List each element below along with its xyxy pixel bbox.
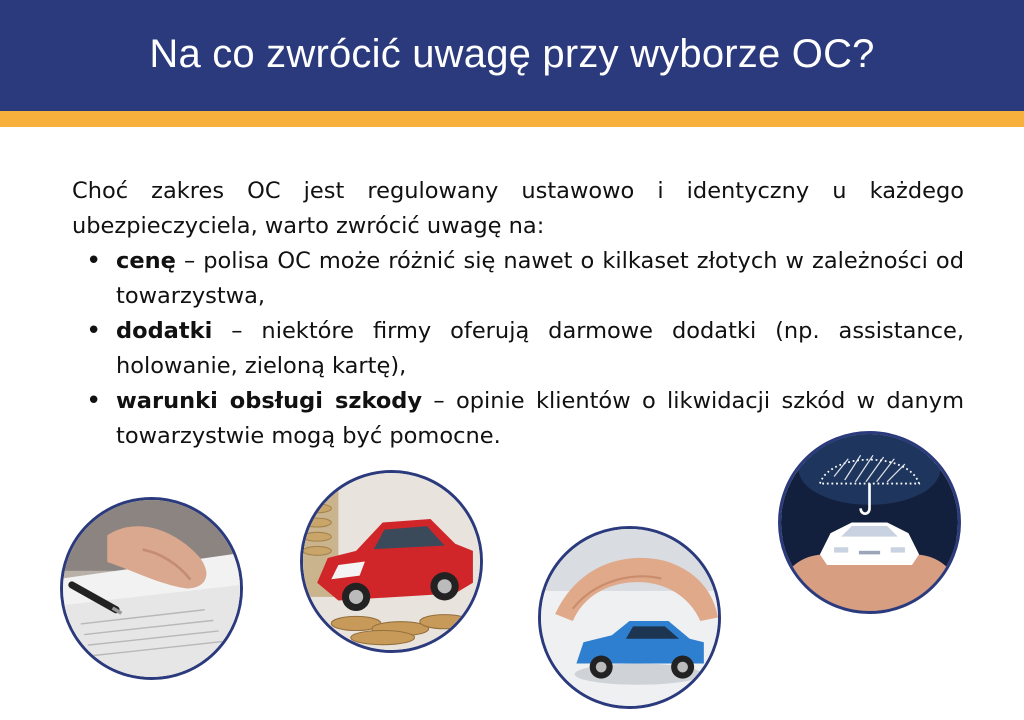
hands-protecting-blue-car-photo bbox=[538, 526, 721, 709]
slide-title: Na co zwrócić uwagę przy wyborze OC? bbox=[149, 32, 875, 76]
bullet-term: warunki obsługi szkody bbox=[116, 388, 423, 414]
bullet-text: – opinie klientów o likwidacji szkód w danym towarzystwie mogą być pomocne. bbox=[116, 388, 964, 449]
header-accent-stripe bbox=[0, 111, 1024, 127]
bullet-list bbox=[72, 244, 964, 454]
bullet-text: – niektóre firmy oferują darmowe dodatki (np. assistance, holowanie, zieloną kartę), bbox=[116, 318, 964, 379]
document-signing-photo bbox=[60, 497, 243, 680]
bullet-term: dodatki bbox=[116, 318, 213, 344]
bullet-item-price bbox=[72, 244, 964, 314]
umbrella-over-car-in-hands-photo bbox=[778, 431, 961, 614]
bullet-text: – polisa OC może różnić się nawet o kilkaset złotych w zależności od towarzystwa, bbox=[116, 248, 964, 309]
red-car-on-coins-photo bbox=[300, 470, 483, 653]
bullet-term: cenę bbox=[116, 248, 176, 274]
slide-content bbox=[72, 174, 964, 454]
bullet-item-extras bbox=[72, 314, 964, 384]
intro-paragraph: Choć zakres OC jest regulowany ustawowo i identyczny u każdego ubezpieczyciela, warto zwrócić uwagę na: bbox=[72, 178, 964, 239]
